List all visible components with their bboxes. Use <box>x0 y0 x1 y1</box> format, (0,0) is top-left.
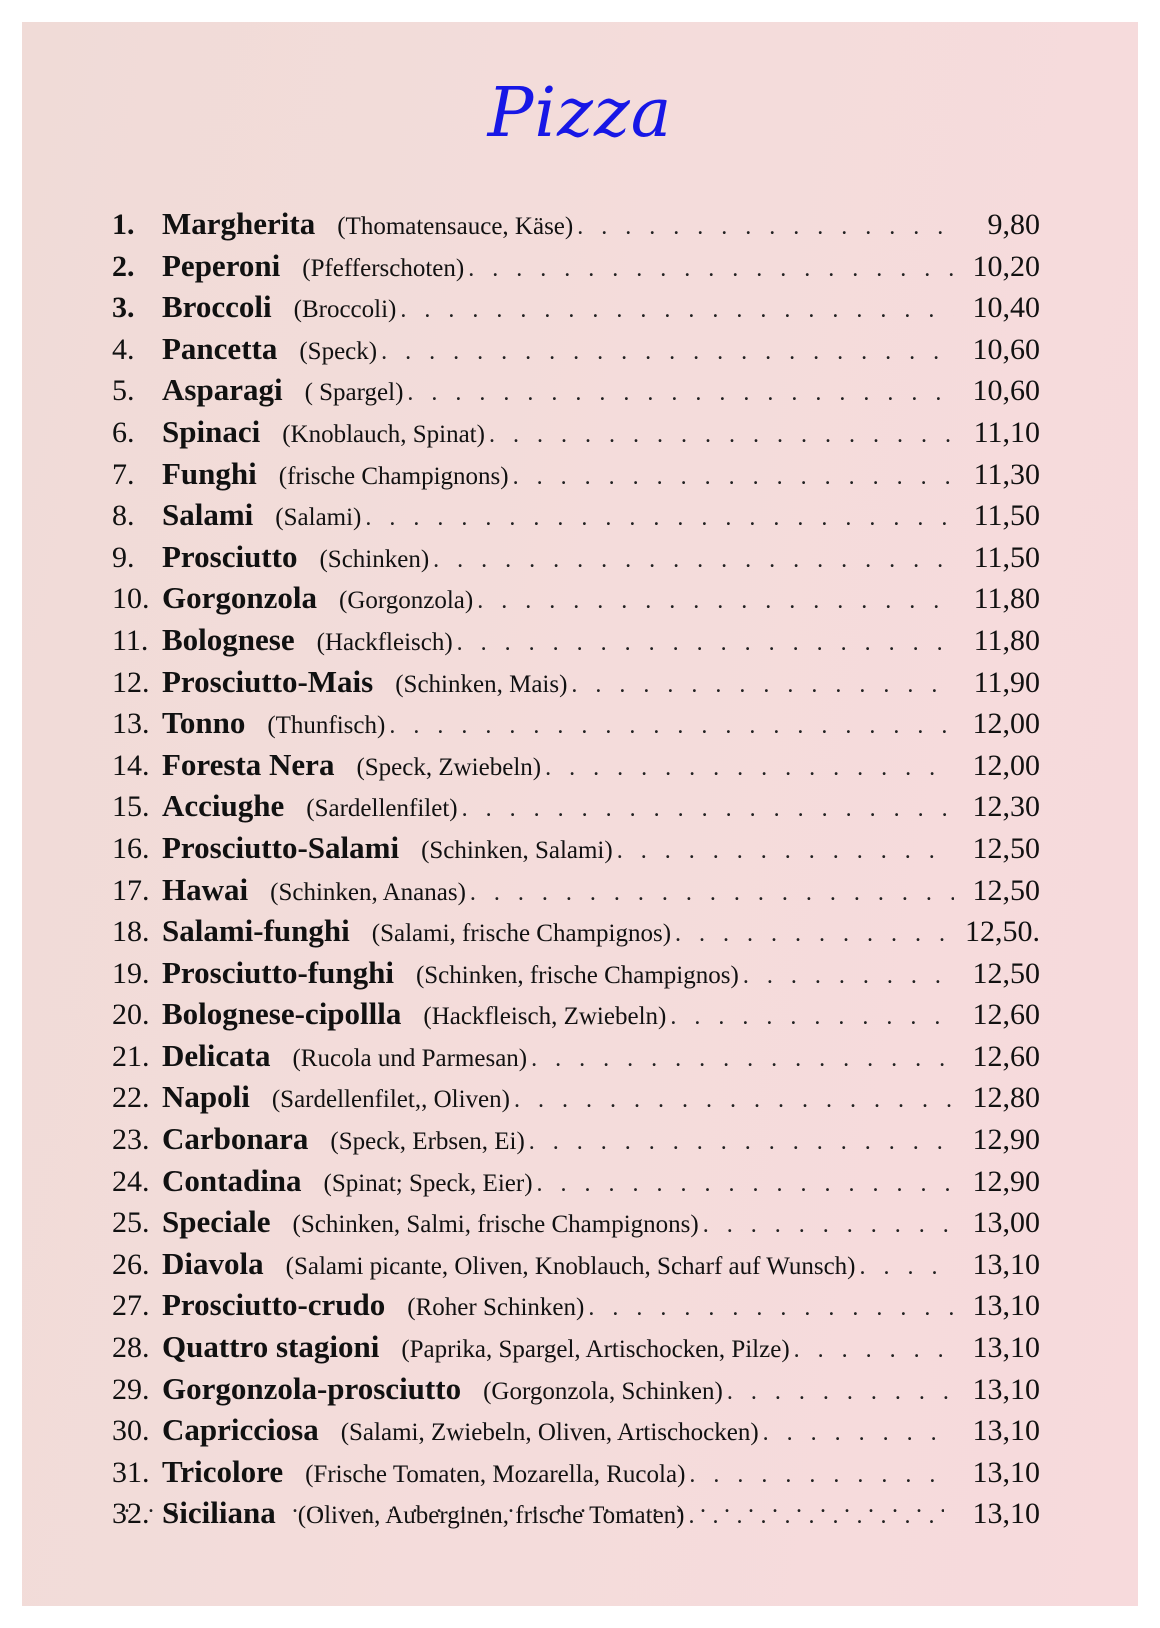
menu-item <box>112 1079 1040 1121</box>
item-description: (frische Champignons) <box>278 462 509 490</box>
item-description: (Frische Tomaten, Mozarella, Rucola) <box>305 1460 686 1488</box>
dot-leader <box>577 214 954 241</box>
item-number: 23. <box>112 1123 150 1157</box>
item-price: 10,60 <box>972 332 1040 366</box>
item-description: (Knoblauch, Spinat) <box>282 420 485 448</box>
item-price: 11,30 <box>973 457 1040 491</box>
dot-leader <box>457 630 954 657</box>
item-description: (Salami, frische Champignos) <box>371 920 672 948</box>
menu-item <box>112 1121 1040 1163</box>
item-name: Prosciutto <box>162 538 298 574</box>
item-price: 11,80 <box>973 623 1040 657</box>
item-description: (Roher Schinken) <box>407 1294 585 1322</box>
item-price: 11,50 <box>973 540 1040 574</box>
item-name: Margherita <box>162 206 316 241</box>
dot-leader <box>529 1129 954 1156</box>
dot-leader <box>675 921 953 948</box>
item-name: Napoli <box>162 1079 250 1115</box>
item-number: 15. <box>112 790 150 824</box>
item-description: (Rucola und Parmesan) <box>292 1044 528 1072</box>
item-name: Funghi <box>162 455 257 491</box>
item-number: 13. <box>112 707 150 741</box>
dot-leader <box>489 422 954 449</box>
dot-leader <box>433 547 954 574</box>
item-number: 17. <box>112 873 150 907</box>
menu-item <box>112 539 1040 581</box>
item-number: 24. <box>112 1164 150 1198</box>
item-name: Capricciosa <box>162 1412 319 1448</box>
item-number: 5. <box>112 374 135 408</box>
item-description: (Speck) <box>299 337 378 365</box>
item-number: 9. <box>112 540 135 574</box>
item-price: 12,90 <box>972 1164 1040 1198</box>
menu-item <box>112 664 1040 706</box>
dot-leader <box>400 297 954 324</box>
item-description: (Salami, Zwiebeln, Oliven, Artischocken) <box>340 1419 759 1447</box>
item-name: Tricolore <box>162 1453 284 1489</box>
item-price: 13,10 <box>972 1289 1040 1323</box>
item-name: Siciliana <box>162 1495 276 1531</box>
item-price: 13,00 <box>972 1206 1040 1240</box>
dot-leader <box>477 588 954 615</box>
menu-item <box>112 206 1040 248</box>
menu-item <box>112 705 1040 747</box>
item-price: 13,10 <box>972 1455 1040 1489</box>
menu-item <box>112 331 1040 373</box>
item-number: 28. <box>112 1331 150 1365</box>
dot-leader <box>763 1420 954 1447</box>
item-number: 2. <box>112 249 135 283</box>
menu-item <box>112 580 1040 622</box>
item-price: 12,50 <box>972 873 1040 907</box>
item-price: 11,50 <box>973 499 1040 533</box>
item-description: (Schinken, Salami) <box>421 836 613 864</box>
item-number: 10. <box>112 582 150 616</box>
item-description: (Salami) <box>275 504 362 532</box>
item-number: 6. <box>112 415 135 449</box>
item-description: (Hackfleisch) <box>316 628 453 656</box>
footer-dot-leader <box>124 1492 944 1519</box>
menu-item <box>112 414 1040 456</box>
menu-item <box>112 1329 1040 1371</box>
menu-item <box>112 1454 1040 1496</box>
item-price: 11,80 <box>973 582 1040 616</box>
dot-leader <box>389 713 954 740</box>
dot-leader <box>727 1379 954 1406</box>
menu-item <box>112 1412 1040 1454</box>
dot-leader <box>462 796 954 823</box>
item-number: 4. <box>112 332 135 366</box>
item-price: 13,10 <box>972 1372 1040 1406</box>
item-number: 27. <box>112 1289 150 1323</box>
item-name: Foresta Nera <box>162 746 335 782</box>
item-price: 12,60 <box>972 1039 1040 1073</box>
item-price: 12,90 <box>972 1123 1040 1157</box>
item-price: 10,20 <box>972 249 1040 283</box>
item-price: 12,60 <box>972 998 1040 1032</box>
item-price: 13,10 <box>972 1331 1040 1365</box>
menu-item <box>112 996 1040 1038</box>
item-price: 12,50 <box>972 831 1040 865</box>
item-number: 1. <box>112 208 135 241</box>
item-name: Hawai <box>162 871 249 907</box>
item-name: Salami-funghi <box>162 913 350 949</box>
item-number: 7. <box>112 457 135 491</box>
menu-item <box>112 913 1040 955</box>
dot-leader <box>670 1004 954 1031</box>
dot-leader <box>513 464 954 491</box>
dot-leader <box>468 256 954 283</box>
dot-leader <box>470 880 954 907</box>
item-name: Prosciutto-crudo <box>162 1287 386 1323</box>
item-name: Spinaci <box>162 413 261 449</box>
pizza-list <box>112 206 1040 1537</box>
menu-item <box>112 372 1040 414</box>
item-name: Asparagi <box>162 372 283 408</box>
item-number: 3. <box>112 291 135 325</box>
menu-item <box>112 788 1040 830</box>
menu-item <box>112 1204 1040 1246</box>
item-name: Broccoli <box>162 289 272 325</box>
item-number: 14. <box>112 748 150 782</box>
item-price: 10,40 <box>972 291 1040 325</box>
item-name: Bolognese <box>162 621 295 657</box>
dot-leader <box>860 1254 954 1281</box>
menu-item <box>112 1246 1040 1288</box>
item-number: 11. <box>112 623 149 657</box>
dot-leader <box>531 1046 954 1073</box>
item-name: Gorgonzola <box>162 580 317 616</box>
item-price: 12,80 <box>972 1081 1040 1115</box>
menu-item <box>112 830 1040 872</box>
dot-leader <box>689 1462 954 1489</box>
item-description: (Salami picante, Oliven, Knoblauch, Scharf auf Wunsch) <box>285 1252 856 1280</box>
item-number: 32. <box>112 1497 150 1531</box>
item-name: Speciale <box>162 1204 271 1240</box>
item-name: Bolognese-cipollla <box>162 996 402 1032</box>
menu-item <box>112 289 1040 331</box>
dot-leader <box>794 1337 954 1364</box>
item-number: 26. <box>112 1247 150 1281</box>
item-name: Peperoni <box>162 247 281 283</box>
item-description: (Gorgonzola) <box>339 587 474 615</box>
item-price: 11,10 <box>973 415 1040 449</box>
item-description: (Sardellenfilet) <box>306 795 458 823</box>
item-price: 12,00 <box>972 707 1040 741</box>
item-price: 10,60 <box>972 374 1040 408</box>
dot-leader <box>407 380 954 407</box>
item-number: 22. <box>112 1081 150 1115</box>
item-name: Tonno <box>162 705 246 741</box>
menu-item <box>112 456 1040 498</box>
item-description: (Pfefferschoten) <box>302 254 465 282</box>
menu-item <box>112 747 1040 789</box>
item-description: ( Spargel) <box>304 379 404 407</box>
item-description: (Schinken) <box>319 545 430 573</box>
item-number: 30. <box>112 1414 150 1448</box>
item-name: Acciughe <box>162 788 285 824</box>
menu-item <box>112 1371 1040 1413</box>
item-description: (Broccoli) <box>293 296 397 324</box>
item-description: (Hackfleisch, Zwiebeln) <box>423 1003 667 1031</box>
item-description: (Speck, Erbsen, Ei) <box>330 1128 525 1156</box>
menu-item <box>112 872 1040 914</box>
item-price: 12,00 <box>972 748 1040 782</box>
menu-item <box>112 1163 1040 1205</box>
item-price: 9,80 <box>987 208 1040 241</box>
item-number: 29. <box>112 1372 150 1406</box>
item-description: (Thomatensauce, Käse) <box>337 213 574 240</box>
item-description: (Sardellenfilet,, Oliven) <box>271 1086 510 1114</box>
menu-page <box>22 22 1138 1606</box>
item-name: Gorgonzola-prosciutto <box>162 1370 462 1406</box>
dot-leader <box>743 963 954 990</box>
dot-leader <box>514 1087 954 1114</box>
item-name: Diavola <box>162 1245 264 1281</box>
page-title: Pizza <box>487 74 673 153</box>
item-description: (Paprika, Spargel, Artischocken, Pilze) <box>401 1336 790 1364</box>
item-name: Prosciutto-Mais <box>162 663 374 699</box>
menu-item <box>112 622 1040 664</box>
item-number: 31. <box>112 1455 150 1489</box>
menu-item <box>112 248 1040 290</box>
item-description: (Schinken, Ananas) <box>270 878 466 906</box>
item-price: 12,50. <box>965 915 1040 949</box>
menu-item <box>112 497 1040 539</box>
item-number: 20. <box>112 998 150 1032</box>
item-name: Carbonara <box>162 1121 309 1157</box>
dot-leader <box>703 1212 954 1239</box>
item-description: (Speck, Zwiebeln) <box>356 753 542 781</box>
item-name: Contadina <box>162 1162 302 1198</box>
menu-item <box>112 1038 1040 1080</box>
dot-leader <box>537 1171 954 1198</box>
item-price: 12,30 <box>972 790 1040 824</box>
item-description: (Oliven, Auberginen, frische Tomaten) <box>297 1502 685 1530</box>
menu-item <box>112 955 1040 997</box>
item-price: 11,90 <box>973 665 1040 699</box>
item-number: 16. <box>112 831 150 865</box>
item-name: Prosciutto-funghi <box>162 954 394 990</box>
item-price: 13,10 <box>972 1497 1040 1531</box>
item-description: (Spinat; Speck, Eier) <box>323 1169 533 1197</box>
item-description: (Thunfisch) <box>267 712 386 740</box>
item-name: Quattro stagioni <box>162 1329 380 1365</box>
item-price: 13,10 <box>972 1414 1040 1448</box>
item-number: 21. <box>112 1039 150 1073</box>
item-name: Delicata <box>162 1037 271 1073</box>
item-description: (Schinken, Mais) <box>395 670 568 698</box>
item-number: 25. <box>112 1206 150 1240</box>
item-price: 12,50 <box>972 956 1040 990</box>
item-description: (Gorgonzola, Schinken) <box>483 1377 723 1405</box>
item-name: Pancetta <box>162 330 278 366</box>
item-description: (Schinken, frische Champignos) <box>415 961 739 989</box>
item-name: Prosciutto-Salami <box>162 829 400 865</box>
dot-leader <box>617 838 954 865</box>
item-description: (Schinken, Salmi, frische Champignons) <box>292 1211 699 1239</box>
dot-leader <box>571 672 954 699</box>
item-number: 18. <box>112 915 150 949</box>
item-name: Salami <box>162 497 254 533</box>
item-price: 13,10 <box>972 1247 1040 1281</box>
item-number: 19. <box>112 956 150 990</box>
dot-leader <box>588 1295 954 1322</box>
menu-item <box>112 1287 1040 1329</box>
dot-leader <box>381 339 954 366</box>
dot-leader <box>545 755 954 782</box>
item-number: 12. <box>112 665 150 699</box>
dot-leader <box>365 505 954 532</box>
item-number: 8. <box>112 499 135 533</box>
